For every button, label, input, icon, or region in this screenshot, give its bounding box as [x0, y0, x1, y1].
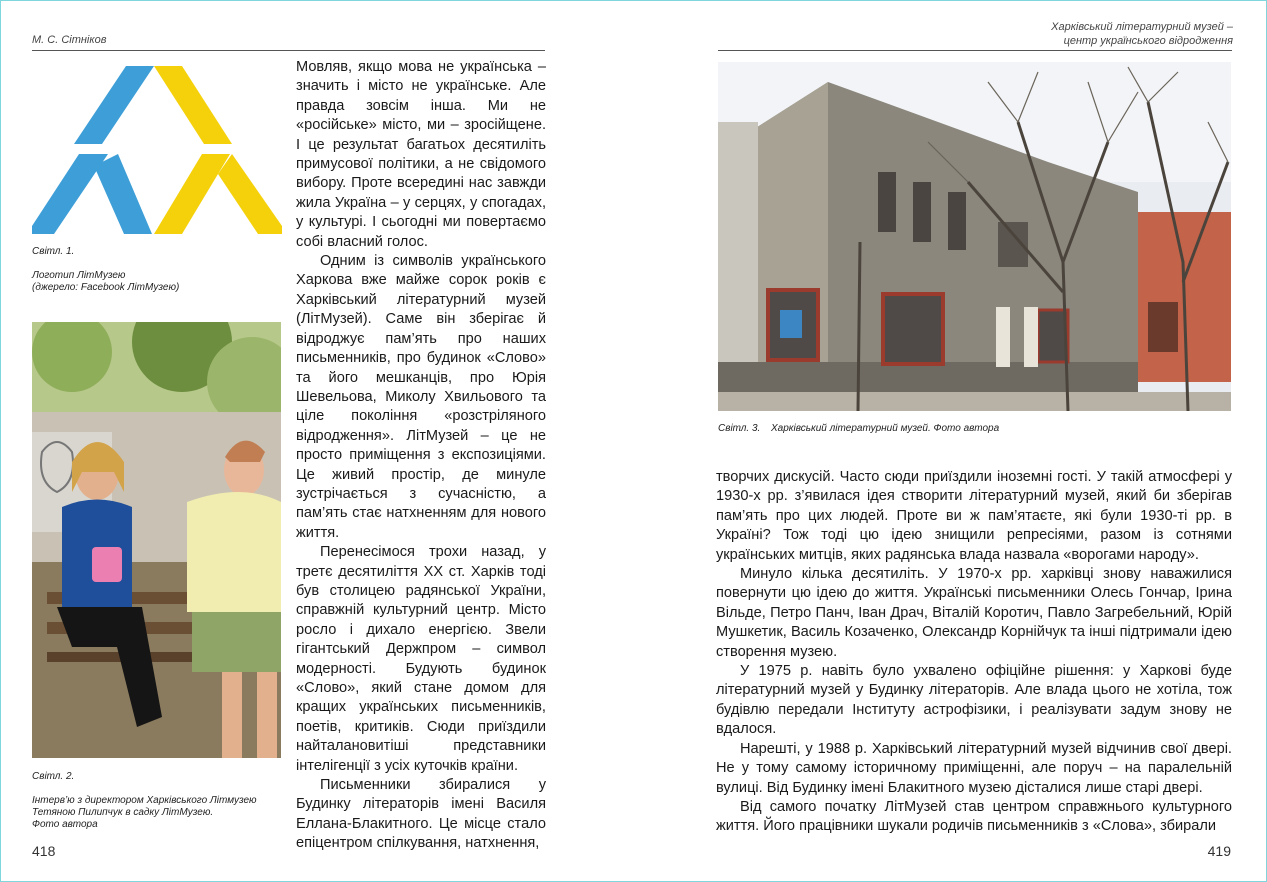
left-paragraph: Мовляв, якщо мова не українська – значить і місто не українське. Але правда зовсім інша. Ми не «російське» місто, ми – зросійщене. І це результат багатьох десятиліть примусової політики, а не свідомого вибору. Проте всередині нас завжди жила Україна – у серцях, у спогадах, у культурі. І сьогодні ми повертаємо собі власний голос.	[296, 59, 546, 250]
right-page	[640, 0, 1267, 882]
fig2-label: Світл. 2.	[32, 771, 75, 782]
running-head-right: Харківський літературний музей – центр українського відродження	[1051, 21, 1233, 47]
right-paragraph: Нарешті, у 1988 р. Харківський літературний музей відчинив свої двері. Не у тому самому історичному приміщенні, але поруч – на паралельній вулиці. Від Будинку імені Блакитного музею дісталися лише старі двері.	[716, 740, 1232, 796]
right-paragraph: Минуло кілька десятиліть. У 1970-х рр. харківці знову наважилися повернути цю ідею до життя. Українські письменники Олесь Гончар, Ірина Вільде, Петро Панч, Іван Драч, Віталій Коротич, Павло Загребельний, Юрій Мушкетик, Василь Козаченко, Олександр Корнійчук та інші підтримали ідею створення музею.	[716, 566, 1232, 660]
page-number-left: 418	[32, 843, 56, 859]
interview-photo	[32, 322, 281, 758]
right-body-text	[716, 468, 1232, 837]
running-head-left: М. С. Сітніков	[32, 34, 107, 46]
museum-building-photo	[718, 62, 1231, 411]
fig1-label: Світл. 1.	[32, 246, 75, 257]
left-paragraph: Одним із символів українського Харкова вже майже сорок років є Харківський літературний музей (ЛітМузей). Саме він зберігає й відроджує пам’ять про наших письменників, про будинок «Слово» та його мешканців, про Юрія Шевельова, Миколу Хвильового та ціле покоління «розстріляного відродження». ЛітМузей – це не просто приміщення з експозиціями. Це живий простір, де минуле зустрічається з сучасністю, а пам’ять стає натхненням для нового життя.	[296, 253, 546, 541]
left-paragraph: Письменники збиралися у Будинку літераторів імені Василя Еллана-Блакитного. Це місце стало епіцентром спілкування, натхнення,	[296, 777, 546, 852]
left-paragraph: Перенесімося трохи назад, у третє десятиліття ХХ ст. Харків тоді був столицею радянської України, справжній культурний центр. Місто росло і дихало енергією. Звели гігантський Держпром – символ модерності. Будують будинок «Слово», який стане домом для кращих українських письменників, поетів, критиків. Сюди приїздили найталановитіші представники інтелігенції з усіх куточків країни.	[296, 544, 546, 774]
litmuseum-logo	[32, 66, 282, 234]
right-paragraph: У 1975 р. навіть було ухвалено офіційне рішення: у Харкові буде літературний музей у Будинку літераторів. Але влада цього не хотіла, тож будівлю передали Інституту астрофізики, і реалізувати задум знову не вдалося.	[716, 663, 1232, 738]
left-body-text	[296, 58, 546, 854]
fig2-caption: Інтерв’ю з директором Харківського Літмузею Тетяною Пилипчук в садку ЛітМузею. Фото автора	[32, 795, 257, 830]
left-page	[0, 0, 600, 882]
header-rule-left	[32, 50, 545, 51]
header-rule-right	[718, 50, 1232, 51]
page-number-right: 419	[1207, 843, 1231, 859]
fig3-label: Світл. 3.	[718, 423, 761, 434]
right-paragraph: творчих дискусій. Часто сюди приїздили іноземні гості. У такій атмосфері у 1930-х рр. з’явилася ідея створити літературний музей, який би зберігав пам’ять про цих людей. Проте ви ж пам’ятаєте, які були 1930-ті рр. в Україні? Тож тоді цю ідею знищили репресіями, разом із сотнями українських митців, яких радянська влада назвала «ворогами народу».	[716, 469, 1232, 563]
fig1-caption: Логотип ЛітМузею (джерело: Facebook ЛітМузею)	[32, 270, 180, 293]
fig3-caption: Харківський літературний музей. Фото автора	[771, 423, 1000, 434]
right-paragraph: Від самого початку ЛітМузей став центром справжнього культурного життя. Його працівники шукали родичів письменників з «Слова», збирали	[716, 798, 1232, 835]
